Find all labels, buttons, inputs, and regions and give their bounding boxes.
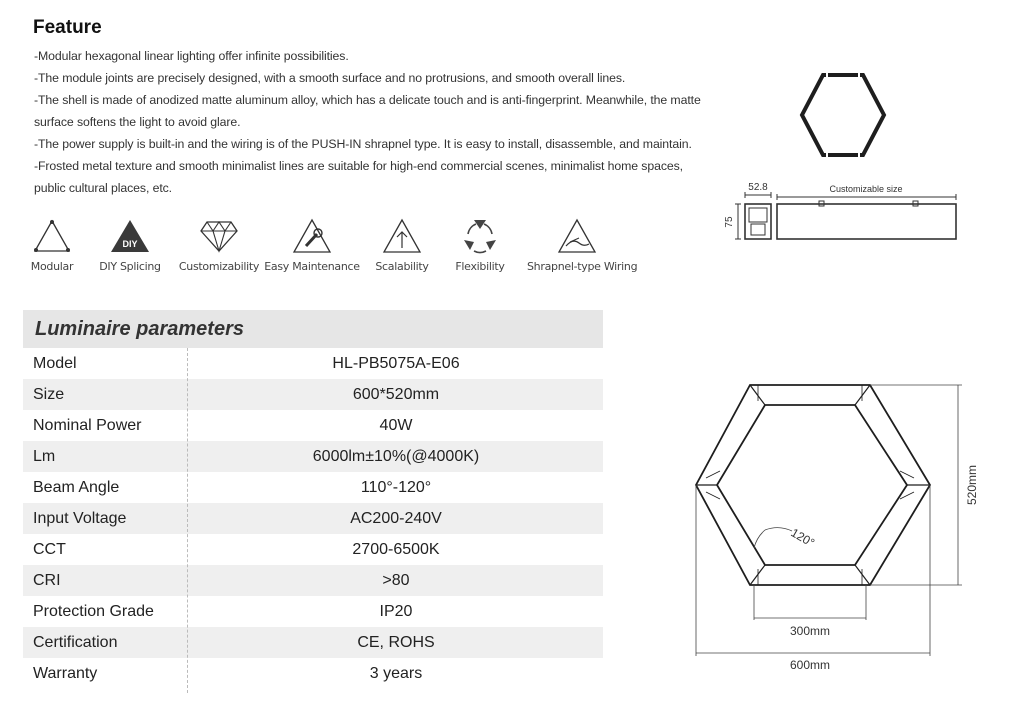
diamond-icon	[199, 218, 239, 254]
table-row	[23, 410, 603, 441]
table-row	[23, 565, 603, 596]
param-key: CRI	[33, 572, 61, 589]
diy-icon	[108, 218, 152, 254]
icon-label: DIY Splicing	[99, 260, 161, 273]
table-row	[23, 472, 603, 503]
feature-line: surface softens the light to avoid glare.	[34, 115, 241, 129]
feature-line: -The module joints are precisely designed, with a smooth surface and no protrusions, and smooth overall lines.	[34, 71, 626, 85]
feature-line: -The power supply is built-in and the wiring is of the PUSH-IN shrapnel type. It is easy to install, disassemble, and maintain.	[34, 137, 692, 151]
param-key: Warranty	[33, 665, 98, 682]
param-value: 2700-6500K	[352, 541, 440, 558]
param-value: 600*520mm	[352, 386, 440, 403]
feature-icons	[22, 218, 642, 280]
icon-label: Modular	[30, 260, 74, 273]
feature-icon-flexibility	[430, 218, 530, 273]
height-dimension-label: 520mm	[965, 464, 979, 506]
icon-label: Easy Maintenance	[264, 260, 360, 273]
feature-line: -The shell is made of anodized matte aluminum alloy, which has a delicate touch and is anti-fingerprint. Meanwhile, the matte	[34, 93, 701, 107]
params-title: Luminaire parameters	[23, 310, 603, 348]
icon-label: Customizability	[178, 260, 260, 273]
param-key: Protection Grade	[33, 603, 154, 620]
table-row	[23, 627, 603, 658]
modular-icon	[32, 218, 72, 254]
column-divider	[187, 348, 188, 693]
param-value: 6000lm±10%(@4000K)	[312, 448, 480, 465]
param-value: AC200-240V	[350, 510, 442, 527]
feature-line: -Frosted metal texture and smooth minimalist lines are suitable for high-end commercial scenes, minimalist home spaces,	[34, 159, 683, 173]
flexibility-icon	[460, 218, 500, 254]
profile-height-label: 75	[724, 216, 735, 228]
param-value: >80	[382, 572, 410, 589]
wiring-icon	[557, 218, 597, 254]
icon-label: Scalability	[375, 260, 429, 273]
profile-length-label: Customizable size	[829, 184, 903, 194]
table-row	[23, 503, 603, 534]
feature-icon-maintenance	[262, 218, 362, 273]
param-key: Size	[33, 386, 65, 403]
icon-label: Shrapnel-type Wiring	[527, 260, 638, 273]
param-value: CE, ROHS	[357, 634, 435, 651]
hexagon-outline-small	[798, 70, 888, 160]
param-value: 40W	[379, 417, 413, 434]
inner-width-label: 300mm	[789, 624, 831, 638]
param-key: CCT	[33, 541, 66, 558]
param-value: IP20	[379, 603, 413, 620]
param-key: Nominal Power	[33, 417, 142, 434]
feature-title: Feature	[33, 17, 102, 38]
param-value: 110°-120°	[360, 479, 432, 496]
table-row	[23, 596, 603, 627]
feature-line: public cultural places, etc.	[34, 181, 173, 195]
feature-list	[34, 45, 714, 199]
table-row	[23, 379, 603, 410]
table-row	[23, 534, 603, 565]
wrench-icon	[292, 218, 332, 254]
hexagon-dimension-drawing	[690, 378, 990, 678]
param-key: Model	[33, 355, 77, 372]
param-value: 3 years	[369, 665, 423, 682]
param-key: Certification	[33, 634, 118, 651]
table-row	[23, 658, 603, 689]
param-key: Input Voltage	[33, 510, 127, 527]
feature-icon-customizability	[169, 218, 269, 273]
scalability-icon	[382, 218, 422, 254]
luminaire-parameters-table	[23, 310, 603, 689]
param-key: Lm	[33, 448, 56, 465]
outer-width-label: 600mm	[789, 658, 831, 672]
table-row	[23, 441, 603, 472]
profile-width-label: 52.8	[748, 182, 768, 193]
feature-line: -Modular hexagonal linear lighting offer infinite possibilities.	[34, 49, 349, 63]
angle-label: 120°	[788, 525, 818, 551]
param-key: Beam Angle	[33, 479, 120, 496]
diy-badge-text: DIY	[122, 239, 138, 249]
icon-label: Flexibility	[455, 260, 505, 273]
table-row	[23, 348, 603, 379]
param-value: HL-PB5075A-E06	[332, 355, 460, 372]
feature-icon-diy	[80, 218, 180, 273]
profile-drawing	[720, 178, 970, 248]
feature-icon-wiring	[527, 218, 638, 273]
